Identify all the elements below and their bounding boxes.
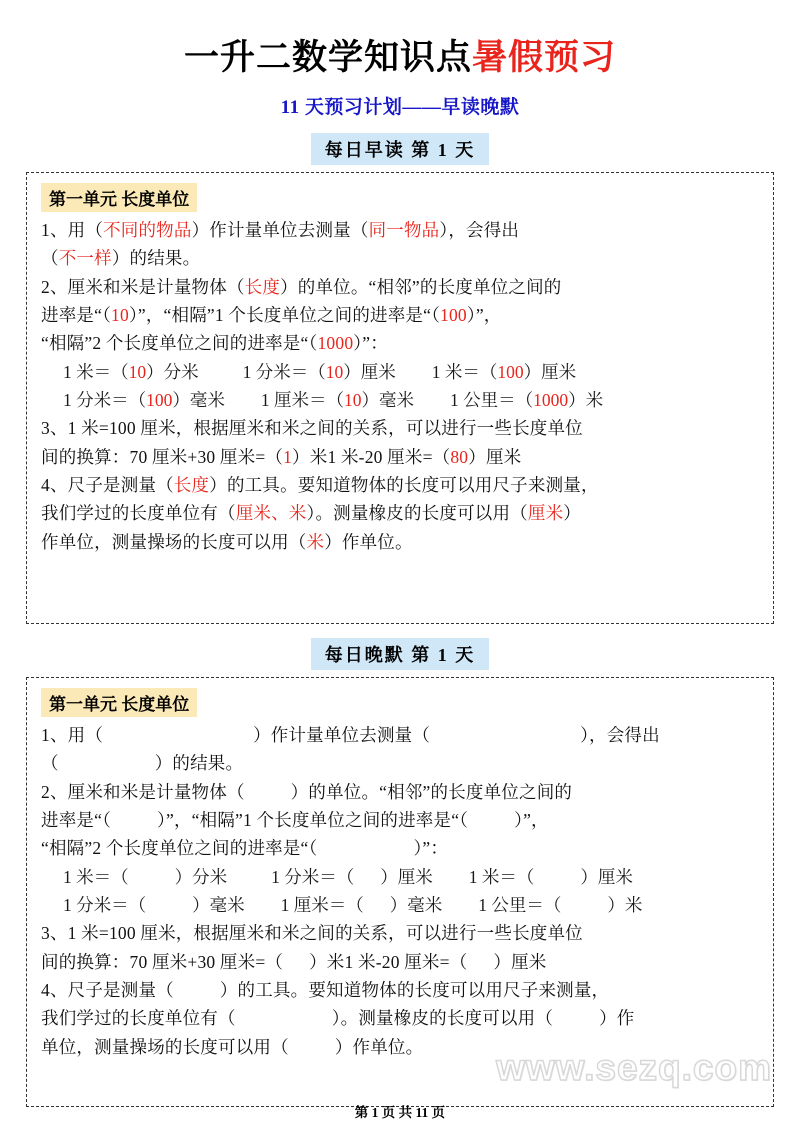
eq1-label-b: 1 分米＝（ <box>242 361 326 382</box>
q4-text-f: 作单位，测量操场的长度可以用（ <box>41 531 307 552</box>
q2-text-c: 进率是“（ <box>41 305 112 326</box>
q3e-text-b: ）米 <box>309 951 345 972</box>
eq1-unit-a: ）分米 <box>146 361 199 382</box>
q1e-text-c: ），会得出 <box>580 725 660 745</box>
q1e-text-b: ）作计量单位去测量（ <box>253 725 431 745</box>
eq2-value-a: 100 <box>146 390 173 411</box>
eq2e-label-b: 1 厘米＝（ <box>280 895 364 916</box>
question-3-morning-cont <box>41 443 759 471</box>
eq1e-unit-b: ）厘米 <box>380 866 433 887</box>
q4-text-b: ）的工具。要知道物体的长度可以用尺子来测量， <box>209 475 599 496</box>
eq1-label-c: 1 米＝（ <box>431 361 498 382</box>
q1-text-a: 1、用（ <box>41 220 104 240</box>
q1-answer-b: 同一物品 <box>368 220 440 240</box>
section-banner-evening-label: 每日晚默 第 1 天 <box>311 638 490 670</box>
q4-answer-a: 长度 <box>173 475 210 496</box>
eq1e-unit-c: ）厘米 <box>580 866 633 887</box>
question-3-evening-cont <box>41 948 759 976</box>
q4-text-c: 我们学过的长度单位有（ <box>41 503 236 524</box>
q1e-text-a: 1、用（ <box>41 725 104 745</box>
q1-text-c: ），会得出 <box>439 220 520 240</box>
content-box-morning <box>26 172 774 624</box>
question-4-evening <box>41 976 759 1004</box>
q4e-text-d: ）。测量橡皮的长度可以用（ <box>331 1008 554 1029</box>
q1-text-e: ）的结果。 <box>111 248 201 269</box>
eq1-value-b: 10 <box>325 361 344 382</box>
q2-text-a: 2、厘米和米是计量物体（ <box>41 276 245 297</box>
unit-heading-evening: 第一单元 长度单位 <box>41 688 197 717</box>
eq2e-label-a: 1 分米＝（ <box>63 895 147 916</box>
question-4-morning-cont1 <box>41 499 759 527</box>
q2-text-b: ）的单位。“相邻”的长度单位之间的 <box>280 276 562 297</box>
q1-text-b: ）作计量单位去测量（ <box>191 220 369 240</box>
question-4-evening-cont1 <box>41 1004 759 1032</box>
q1e-text-e: ）的结果。 <box>154 753 244 774</box>
q4e-text-c: 我们学过的长度单位有（ <box>41 1008 236 1029</box>
q3e-text-d: ）厘米 <box>493 951 547 972</box>
eq1-value-c: 100 <box>497 361 524 382</box>
q3e-text-a: 间的换算：70 厘米+30 厘米=（ <box>41 951 284 972</box>
q2e-text-d: ）”，“相隔”1 个长度单位之间的进率是“（ <box>157 810 469 831</box>
eq1e-label-c: 1 米＝（ <box>468 866 535 887</box>
q2e-text-b: ）的单位。“相邻”的长度单位之间的 <box>290 781 573 802</box>
q4e-text-a: 4、尺子是测量（ <box>41 980 174 1001</box>
unit-heading-morning: 第一单元 长度单位 <box>41 183 197 212</box>
eq2e-unit-c: ）米 <box>607 895 643 916</box>
eq2e-unit-b: ）毫米 <box>389 895 443 916</box>
question-2-evening <box>41 778 759 806</box>
question-4-morning-cont2 <box>41 528 759 556</box>
q4e-text-f: 单位，测量操场的长度可以用（ <box>41 1036 289 1057</box>
q3-text-b: ）米 <box>292 446 328 467</box>
eq2-unit-c: ）米 <box>568 390 604 411</box>
q1-answer-c: 不一样 <box>58 248 112 269</box>
content-box-evening <box>26 677 774 1107</box>
page-title-black: 一升二数学知识点 <box>183 38 472 77</box>
question-2-evening-cont1 <box>41 806 759 834</box>
q3-answer-a: 1 <box>283 446 293 467</box>
q3e-text-c: 1 米-20 厘米=（ <box>344 951 468 972</box>
q2e-text-e: ）”， <box>514 810 549 831</box>
q2e-text-c: 进率是“（ <box>41 810 112 831</box>
eq2e-label-c: 1 公里＝（ <box>478 895 562 916</box>
eq2e-unit-a: ）毫米 <box>192 895 245 916</box>
q4e-text-e: ）作 <box>599 1008 635 1029</box>
question-1-morning-cont <box>41 244 759 272</box>
eq1-unit-b: ）厘米 <box>343 361 396 382</box>
q4-text-g: ）作单位。 <box>324 531 413 552</box>
q3-text-a: 间的换算：70 厘米+30 厘米=（ <box>41 446 284 467</box>
eq2-unit-b: ）毫米 <box>361 390 414 411</box>
equation-row-2-morning <box>41 386 759 414</box>
q2e-text-a: 2、厘米和米是计量物体（ <box>41 781 245 802</box>
q2e-text-f: “相隔”2 个长度单位之间的进率是“（ <box>41 838 318 859</box>
q2-text-g: ）”： <box>353 333 388 354</box>
question-1-evening <box>41 721 759 749</box>
q3-text-d: ）厘米 <box>468 446 522 467</box>
eq1-label-a: 1 米＝（ <box>63 361 129 382</box>
section-banner-evening <box>26 638 774 670</box>
question-1-morning <box>41 216 759 244</box>
section-banner-morning-label: 每日早读 第 1 天 <box>311 133 490 165</box>
q2-text-d: ）”，“相隔”1 个长度单位之间的进率是“（ <box>128 305 441 326</box>
q2-text-e: ）”， <box>466 305 502 326</box>
question-2-morning <box>41 273 759 301</box>
question-3-evening: 3、1 米=100 厘米，根据厘米和米之间的关系，可以进行一些长度单位 <box>41 923 583 944</box>
eq1e-label-a: 1 米＝（ <box>63 866 129 887</box>
q4-answer-c: 厘米 <box>527 503 564 524</box>
eq2-label-b: 1 厘米＝（ <box>260 390 344 411</box>
q4-answer-d: 米 <box>306 531 325 552</box>
watermark: www.sezq.com <box>496 1047 772 1088</box>
q2e-text-g: ）”： <box>413 838 449 859</box>
q2-answer-d: 1000 <box>317 333 354 354</box>
eq2-label-c: 1 公里＝（ <box>450 390 534 411</box>
equation-row-1-morning <box>41 358 759 386</box>
page-title <box>26 30 774 80</box>
q1-answer-a: 不同的物品 <box>103 220 192 240</box>
question-1-evening-cont <box>41 749 759 777</box>
q2-answer-b: 10 <box>111 305 129 326</box>
q3-answer-b: 80 <box>450 446 469 467</box>
question-4-morning <box>41 471 759 499</box>
q4-text-e: ） <box>563 503 581 524</box>
eq2-value-c: 1000 <box>533 390 569 411</box>
q1-text-d: （ <box>41 248 59 269</box>
eq1e-label-b: 1 分米＝（ <box>271 866 355 887</box>
equation-row-1-evening <box>41 863 759 891</box>
page-title-red: 暑假预习 <box>472 38 617 77</box>
question-4-evening-cont2 <box>41 1033 759 1061</box>
eq1e-unit-a: ）分米 <box>174 866 228 887</box>
q4-answer-b: 厘米、米 <box>235 503 307 524</box>
q4e-text-b: ）的工具。要知道物体的长度可以用尺子来测量， <box>219 980 610 1001</box>
question-3-morning: 3、1 米=100 厘米，根据厘米和米之间的关系，可以进行一些长度单位 <box>41 418 583 439</box>
page-footer: 第 1 页 共 11 页 <box>354 1105 446 1120</box>
q2-answer-a: 长度 <box>244 276 281 297</box>
q4-text-a: 4、尺子是测量（ <box>41 475 174 496</box>
eq1-unit-c: ）厘米 <box>523 361 577 382</box>
q4e-text-g: ）作单位。 <box>334 1036 424 1057</box>
section-banner-morning <box>26 133 774 165</box>
page-subtitle: 11 天预习计划——早读晚默 <box>280 97 520 118</box>
question-2-morning-cont1 <box>41 301 759 329</box>
q1e-text-d: （ <box>41 753 59 774</box>
q2-text-f: “相隔”2 个长度单位之间的进率是“（ <box>41 333 318 354</box>
question-2-evening-cont2 <box>41 834 759 862</box>
eq1-value-a: 10 <box>128 361 147 382</box>
question-2-morning-cont2 <box>41 329 759 357</box>
eq2-label-a: 1 分米＝（ <box>63 390 147 411</box>
eq2-unit-a: ）毫米 <box>172 390 225 411</box>
q2-answer-c: 100 <box>440 305 467 326</box>
q4-text-d: ）。测量橡皮的长度可以用（ <box>306 503 528 524</box>
q3-text-c: 1 米-20 厘米=（ <box>327 446 451 467</box>
eq2-value-b: 10 <box>344 390 362 411</box>
equation-row-2-evening <box>41 891 759 919</box>
